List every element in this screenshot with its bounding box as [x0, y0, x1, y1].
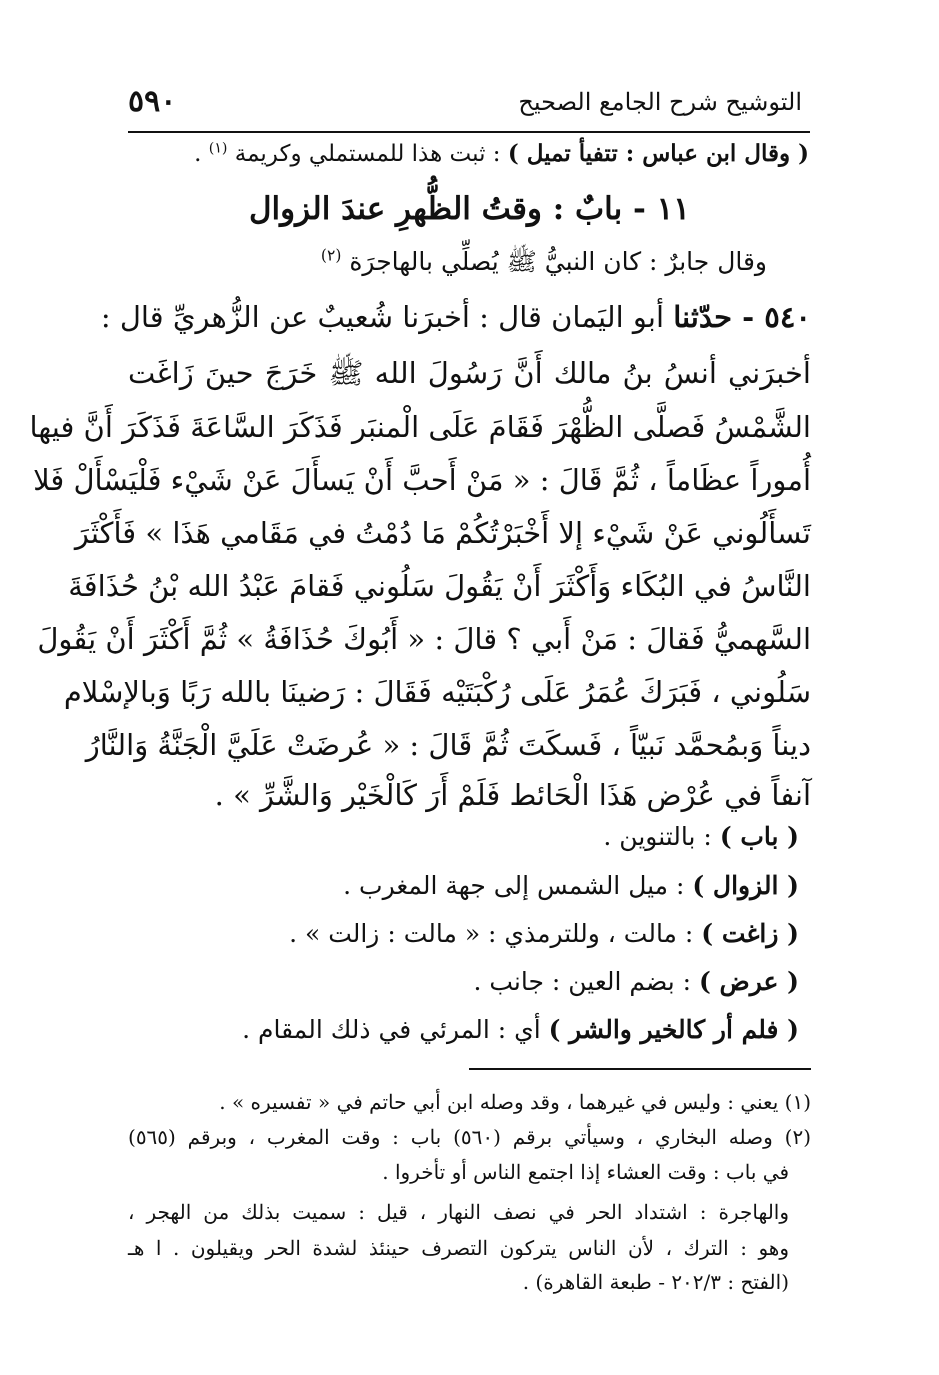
- hadith-line-9: ديناً وَبمُحمَّد نَبيّاً ، فَسكَتَ ثُمَّ قَالَ : « عُرضَتْ عَلَيَّ الْجَنَّةُ وَالنَّارُ: [85, 728, 811, 762]
- jabir-line: [128, 246, 767, 283]
- hadith-line-10: آنفاً في عُرْض هَذَا الْحَائط فَلَمْ أَرَ كَالْخَيْر وَالشَّرِّ » .: [214, 778, 811, 812]
- gloss-falam-ara: [128, 1015, 799, 1044]
- hadith-line-2: أخبرَني أنسُ بنُ مالك أَنَّ رَسُولَ الله ﷺ خَرَجَ حينَ زَاغَت: [128, 356, 811, 390]
- page-number: ٥٩٠: [128, 84, 177, 119]
- gloss-zaghat: [128, 919, 799, 948]
- hadith-text: أبو اليَمان قال : أخبرَنا شُعيبٌ عن الزُّهريِّ قال :: [100, 300, 674, 334]
- hadith-line-5: تَسأَلُوني عَنْ شَيْء إلا أَخْبَرْتُكُمْ مَا دُمْتُ في مَقَامي هَذَا » فَأَكْثَرَ: [74, 516, 811, 550]
- hadith-line-8: سَلُوني ، فَبَرَكَ عُمَرُ عَلَى رُكْبَتَيْه فَقَالَ : رَضينَا بالله رَبًا وَبالإسْلام: [63, 675, 811, 709]
- footnote-ref-1: (١): [208, 140, 228, 157]
- header-rule: [128, 131, 810, 133]
- footnote-2-line-2: في باب : وقت العشاء إذا اجتمع الناس أو تأخروا .: [382, 1160, 789, 1184]
- footnote-2-line-1: (٢) وصله البخاري ، وسيأتي برقم (٥٦٠) باب : وقت المغرب ، وبرقم (٥٦٥): [128, 1125, 811, 1149]
- footnote-2-line-5: (الفتح : ٢٠٢/٣ - طبعة القاهرة) .: [522, 1270, 789, 1294]
- hadith-line-4: أُموراً عظَاماً ، ثُمَّ قَالَ : « مَنْ أَحبَّ أَنْ يَسأَلَ عَنْ شَيْء فَلْيَسْأَلْ فَلا: [33, 463, 811, 497]
- gloss-explanation: : ميل الشمس إلى جهة المغرب .: [343, 871, 693, 900]
- intro-quote: ( وقال ابن عباس : تتفيأ تميل ): [507, 140, 809, 167]
- gloss-bab: [128, 822, 799, 851]
- footnote-ref-2: (٢): [320, 246, 342, 265]
- hadith-line-7: السَّهميُّ فَقالَ : مَنْ أَبي ؟ قالَ : « أَبُوكَ حُذَافَةُ » ثُمَّ أَكْثَرَ أَنْ يَقُولَ: [37, 622, 811, 656]
- chapter-heading: ١١ - بابٌ : وقتُ الظُّهرِ عندَ الزوال: [249, 191, 690, 227]
- hadith-number: ٥٤٠ - حدّثنا: [673, 300, 811, 334]
- gloss-term: ( عرض ): [699, 967, 799, 996]
- footnote-2-line-3: والهاجرة : اشتداد الحر في نصف النهار ، قيل : سميت بذلك من الهجر ،: [128, 1200, 789, 1224]
- gloss-term: ( فلم أر كالخير والشر ): [548, 1015, 799, 1044]
- gloss-explanation: : بالتنوين .: [603, 822, 720, 851]
- gloss-zawal: [128, 871, 799, 900]
- intro-line: [128, 140, 809, 167]
- gloss-term: ( زاغت ): [701, 919, 799, 948]
- running-title: التوشيح شرح الجامع الصحيح: [518, 88, 802, 116]
- gloss-explanation: : بضم العين : جانب .: [473, 967, 699, 996]
- footnote-1: (١) يعني : وليس في غيرهما ، وقد وصله ابن أبي حاتم في « تفسيره » .: [219, 1090, 811, 1114]
- jabir-text: وقال جابرٌ : كان النبيُّ ﷺ يُصلِّي بالهاجرَة: [341, 247, 767, 276]
- gloss-term: ( الزوال ): [692, 871, 799, 900]
- gloss-term: ( باب ): [719, 822, 799, 851]
- footnote-rule: [469, 1068, 811, 1070]
- hadith-line-3: الشَّمْسُ فَصلَّى الظُّهْرَ فَقَامَ عَلَى الْمنبَر فَذَكَرَ السَّاعَةَ فَذَكَرَ أَنَّ فيها: [29, 410, 811, 444]
- footnote-2-line-4: وهو : الترك ، لأن الناس يتركون التصرف حينئذ لشدة الحر ويقيلون . ا هـ: [128, 1236, 789, 1260]
- gloss-explanation: أي : المرئي في ذلك المقام .: [242, 1015, 549, 1044]
- hadith-line-6: النَّاسُ في البُكَاء وَأَكْثَرَ أَنْ يَقُولَ سَلُوني فَقامَ عَبْدُ الله بْنُ حُذَافَةَ: [68, 569, 811, 603]
- intro-end: .: [194, 141, 209, 167]
- intro-text: : ثبت هذا للمستملي وكريمة: [227, 141, 508, 167]
- hadith-line-1: [100, 300, 811, 334]
- gloss-ard: [128, 967, 799, 996]
- gloss-explanation: : مالت ، وللترمذي : « مالت : زالت » .: [289, 919, 702, 948]
